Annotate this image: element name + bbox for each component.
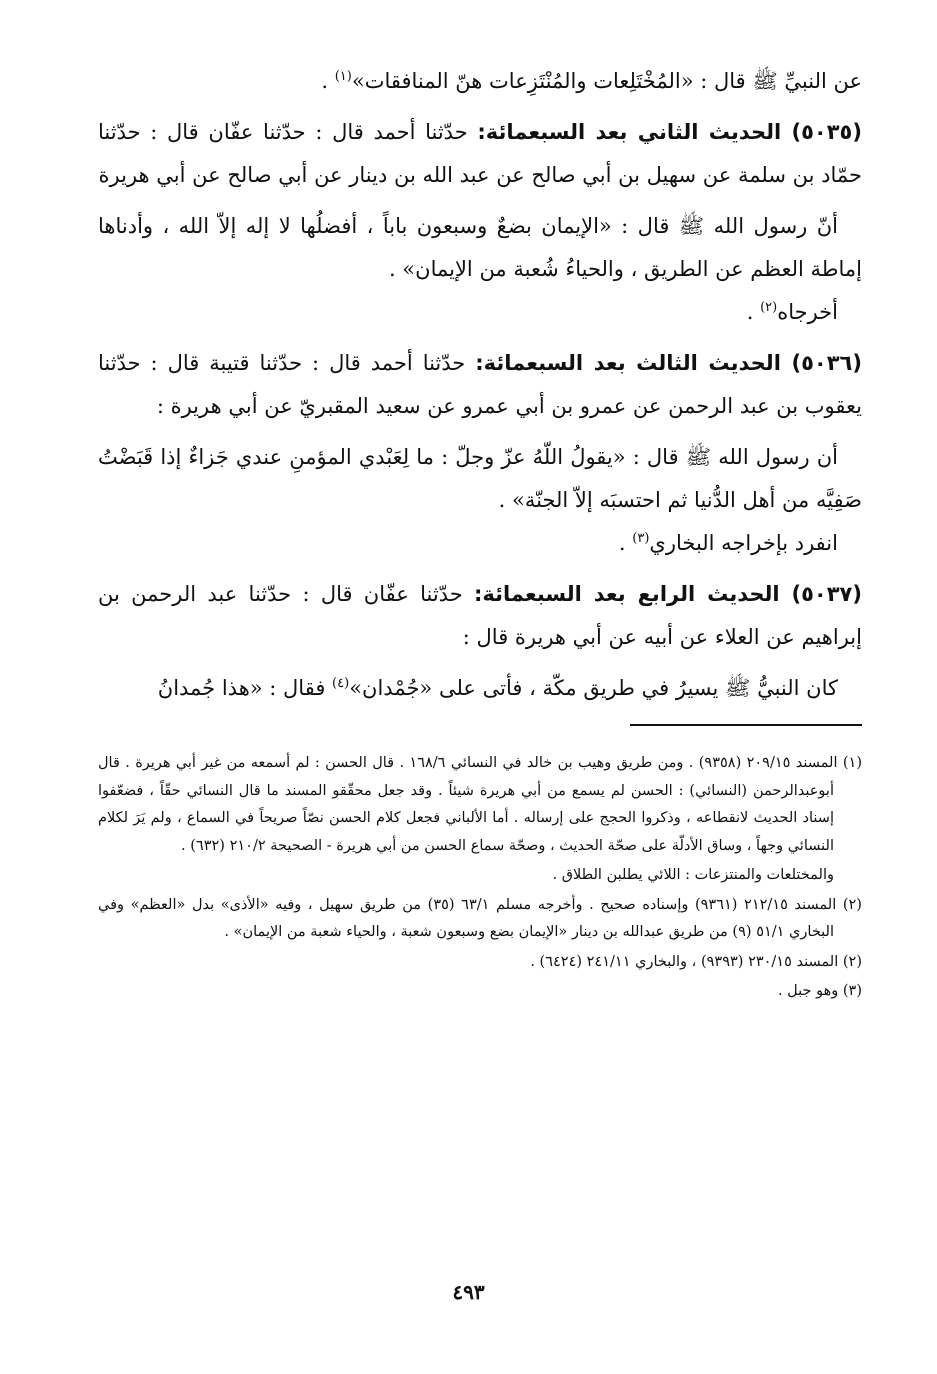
footnote-ref-3[interactable]: (٣): [632, 531, 650, 546]
hadith-5035-matn: أنّ رسول الله ﷺ قال : «الإيمان بضعٌ وسبعون باباً ، أفضلُها لا إله إلاّ الله ، وأدناها إماطة العظم عن الطريق ، والحياءُ شُعبة من الإيمان» .: [98, 214, 862, 281]
footnote-2: (٢) المسند ٢١٢/١٥ (٩٣٦١) وإسناده صحيح . وأخرجه مسلم ٦٣/١ (٣٥) من طريق سهيل ، وفيه «الأذى» بدل «العظم» وفي البخاري ٥١/١ (٩) من طريق عبدالله بن دينار «الإيمان بضع وسبعون شعبة ، والحياء شعبة من الإيمان» .: [98, 896, 862, 940]
footnote-ref-4[interactable]: (٤): [332, 676, 350, 691]
continuation-paragraph: عن النبيِّ ﷺ قال : «المُخْتَلِعات والمُنْتَزِعات هنّ المنافقات»$^{(١)}$ .: [321, 69, 862, 93]
hadith-5035: [98, 111, 862, 197]
hadith-isnad: حدّثنا عفّان قال : حدّثنا عبد الرحمن بن إبراهيم عن العلاء عن أبيه عن أبي هريرة قال :: [98, 582, 862, 649]
footnote-ref-1[interactable]: (١): [334, 69, 352, 84]
footnote-4: (٣) وهو جبل .: [777, 983, 862, 999]
hadith-heading: (٥٠٣٦) الحديث الثالث بعد السبعمائة:: [475, 351, 862, 375]
footnote-divider: [630, 724, 862, 726]
hadith-5036-takhrij: انفرد بإخراجه البخاري$^{(٣)}$ .: [618, 531, 838, 555]
hadith-5037: [98, 573, 862, 659]
footnote-1-extra: والمختلعات والمنتزعات : اللائي يطلبن الطلاق .: [552, 867, 834, 883]
hadith-isnad: حدّثنا أحمد قال : حدّثنا عفّان قال : حدّثنا حمّاد بن سلمة عن سهيل بن أبي صالح عن عبد الله بن دينار عن أبي صالح عن أبي هريرة: [98, 120, 862, 187]
hadith-5037-matn: كان النبيُّ ﷺ يسيرُ في طريق مكّة ، فأتى على «جُمْدان»$^{(٤)}$ فقال : «هذا جُمدانُ: [157, 676, 838, 700]
footnotes-section: [98, 750, 862, 1006]
continuation-text: عن النبيِّ ﷺ قال : «المُخْتَلِعات والمُنْتَزِعات هنّ المنافقات»: [351, 69, 862, 93]
main-text: [98, 60, 862, 710]
footnote-ref-2[interactable]: (٢): [760, 300, 778, 315]
hadith-heading: (٥٠٣٥) الحديث الثاني بعد السبعمائة:: [477, 120, 862, 144]
page-number: ٤٩٣: [452, 1280, 485, 1304]
footnote-1: (١) المسند ٢٠٩/١٥ (٩٣٥٨) . ومن طريق وهيب بن خالد في النسائي ١٦٨/٦ . قال الحسن : لم أسمعه من غير أبي هريرة . قال أبوعبدالرحمن (النسائي) : الحسن لم يسمع من أبي هريرة شيئاً . وقد جعل محقّقو المسند ما قال النسائي حقّاً ، فضعّفوا إسناد الحديث لانقطاعه ، وذكروا الحجج على إرساله . أما الألباني فجعل كلام الحسن نصّاً صريحاً في السماع ، ولم يَرَ لكلام النسائي وجهاً ، وساق الأدلّة على صحّة الحديث ، وصحّة سماع الحسن من أبي هريرة - الصحيحة ٢١٠/٢ (٦٣٢) .: [98, 755, 862, 854]
hadith-heading: (٥٠٣٧) الحديث الرابع بعد السبعمائة:: [473, 582, 862, 606]
footnote-3: (٢) المسند ٢٣٠/١٥ (٩٣٩٣) ، والبخاري ٢٤١/١١ (٦٤٢٤) .: [530, 953, 862, 970]
hadith-5035-takhrij: أخرجاه$^{(٢)}$ .: [746, 300, 838, 324]
page-content: [98, 60, 862, 1008]
hadith-isnad: حدّثنا أحمد قال : حدّثنا قتيبة قال : حدّثنا يعقوب بن عبد الرحمن عن عمرو بن أبي عمرو عن سعيد المقبريّ عن أبي هريرة :: [98, 351, 862, 418]
hadith-5036: [98, 342, 862, 428]
hadith-5036-matn: أن رسول الله ﷺ قال : «يقولُ اللّهُ عزّ وجلّ : ما لِعَبْدي المؤمنِ عندي جَزاءٌ إذا قَبَضْتُ صَفِيَّه من أهل الدُّنيا ثم احتسبَه إلاّ الجنّة» .: [98, 445, 862, 512]
